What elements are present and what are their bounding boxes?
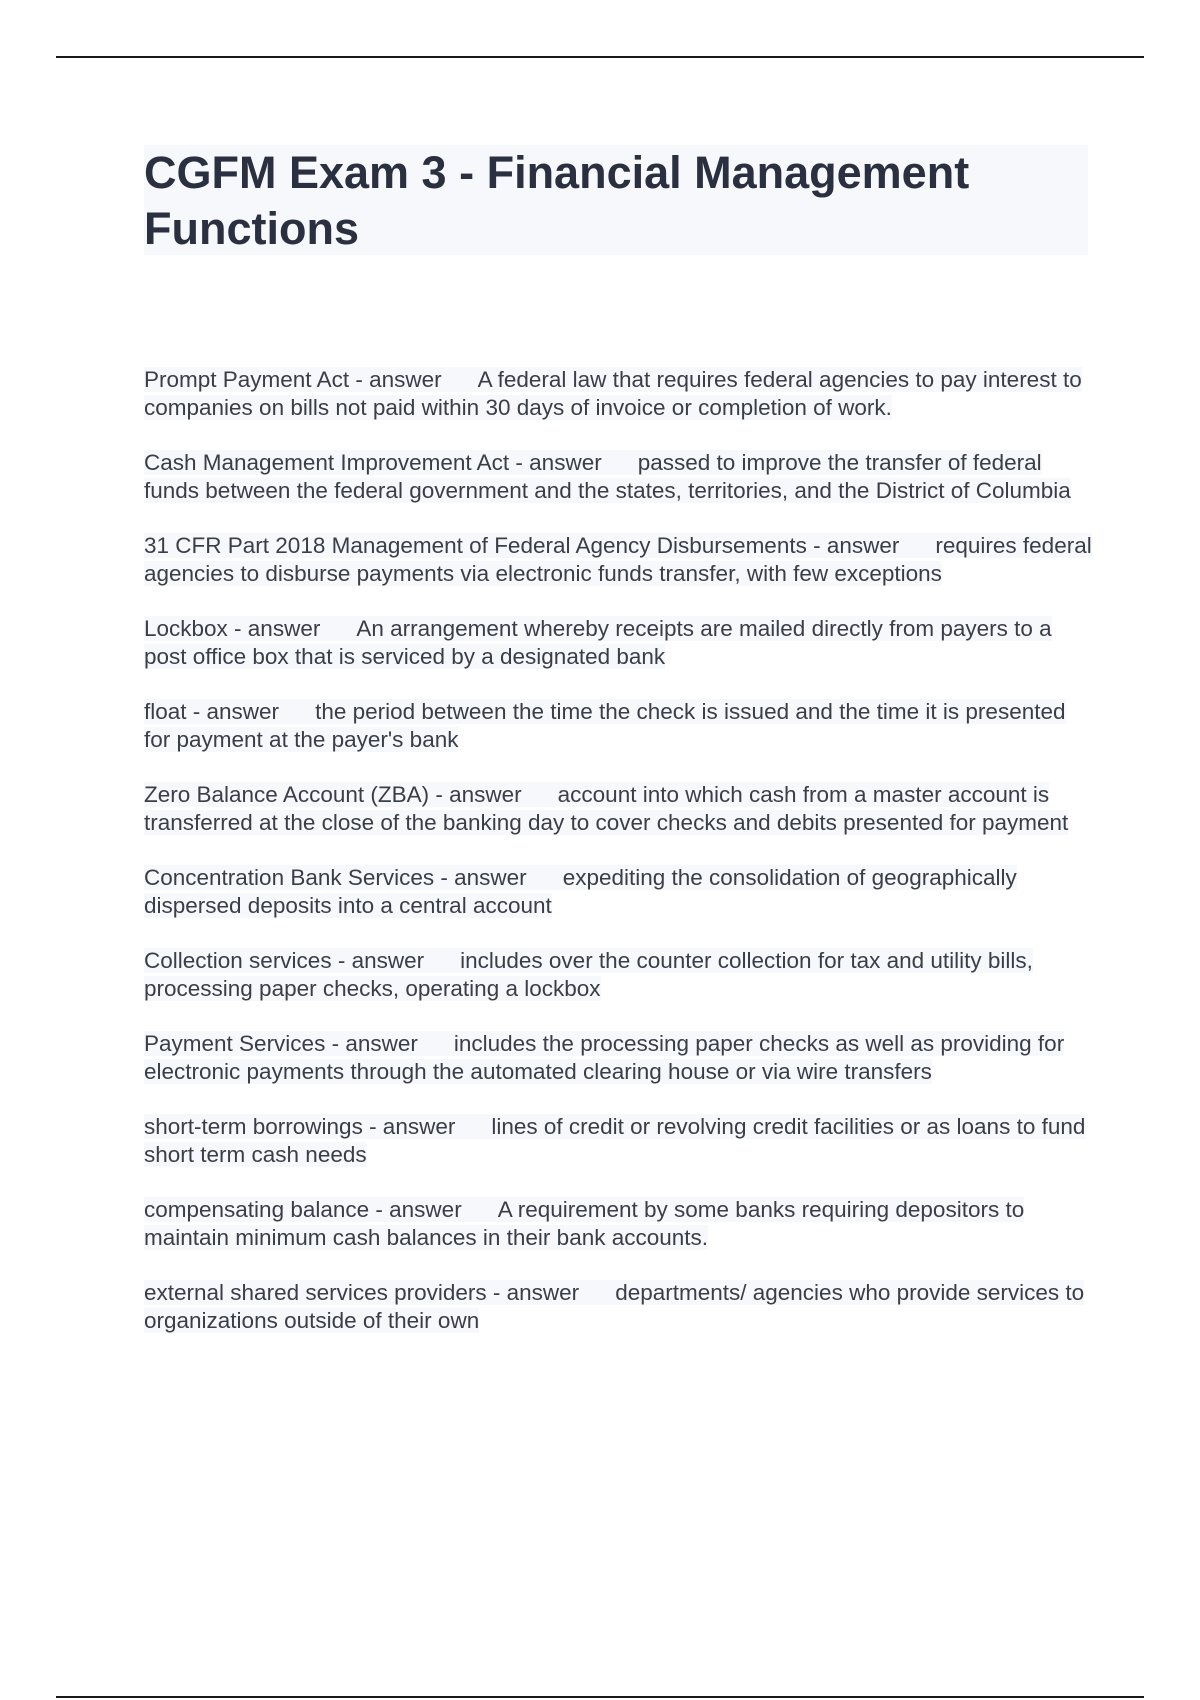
entry-definition: expediting the consolidation of geographically dispersed deposits into a central account	[144, 865, 1017, 918]
list-item	[144, 532, 1094, 588]
bottom-rule	[56, 1696, 1144, 1698]
entry-term: compensating balance - answer	[144, 1197, 462, 1222]
entry-list	[144, 366, 1094, 1362]
entry-definition: includes over the counter collection for tax and utility bills, processing paper checks, operating a lockbox	[144, 948, 1033, 1001]
entry-definition: An arrangement whereby receipts are mailed directly from payers to a post office box that is serviced by a designated bank	[144, 616, 1052, 669]
list-item	[144, 781, 1094, 837]
list-item	[144, 449, 1094, 505]
list-item	[144, 1196, 1094, 1252]
entry-term: 31 CFR Part 2018 Management of Federal Agency Disbursements - answer	[144, 533, 900, 558]
list-item	[144, 366, 1094, 422]
entry-term: external shared services providers - answer	[144, 1280, 580, 1305]
entry-definition: account into which cash from a master account is transferred at the close of the banking day to cover checks and debits presented for payment	[144, 782, 1069, 835]
list-item	[144, 1279, 1094, 1335]
entry-term: Collection services - answer	[144, 948, 425, 973]
entry-definition: the period between the time the check is issued and the time it is presented for payment at the payer's bank	[144, 699, 1066, 752]
list-item	[144, 947, 1094, 1003]
list-item	[144, 864, 1094, 920]
entry-definition: includes the processing paper checks as well as providing for electronic payments through the automated clearing house or via wire transfers	[144, 1031, 1065, 1084]
list-item	[144, 1030, 1094, 1086]
entry-term: Cash Management Improvement Act - answer	[144, 450, 602, 475]
entry-term: Zero Balance Account (ZBA) - answer	[144, 782, 522, 807]
entry-definition: A federal law that requires federal agencies to pay interest to companies on bills not paid within 30 days of invoice or completion of work.	[144, 367, 1082, 420]
entry-term: float - answer	[144, 699, 280, 724]
entry-definition: passed to improve the transfer of federal funds between the federal government and the states, territories, and the District of Columbia	[144, 450, 1071, 503]
list-item	[144, 615, 1094, 671]
entry-term: Lockbox - answer	[144, 616, 321, 641]
entry-term: short-term borrowings - answer	[144, 1114, 456, 1139]
entry-term: Prompt Payment Act - answer	[144, 367, 442, 392]
title-block	[144, 145, 1088, 255]
list-item	[144, 1113, 1094, 1169]
entry-definition: lines of credit or revolving credit facilities or as loans to fund short term cash needs	[144, 1114, 1086, 1167]
page-title: CGFM Exam 3 - Financial Management Functions	[144, 147, 970, 254]
entry-definition: A requirement by some banks requiring depositors to maintain minimum cash balances in their bank accounts.	[144, 1197, 1025, 1250]
top-rule	[56, 56, 1144, 58]
entry-definition: departments/ agencies who provide services to organizations outside of their own	[144, 1280, 1085, 1333]
entry-term: Payment Services - answer	[144, 1031, 418, 1056]
entry-term: Concentration Bank Services - answer	[144, 865, 527, 890]
list-item	[144, 698, 1094, 754]
entry-definition: requires federal agencies to disburse payments via electronic funds transfer, with few exceptions	[144, 533, 1092, 586]
